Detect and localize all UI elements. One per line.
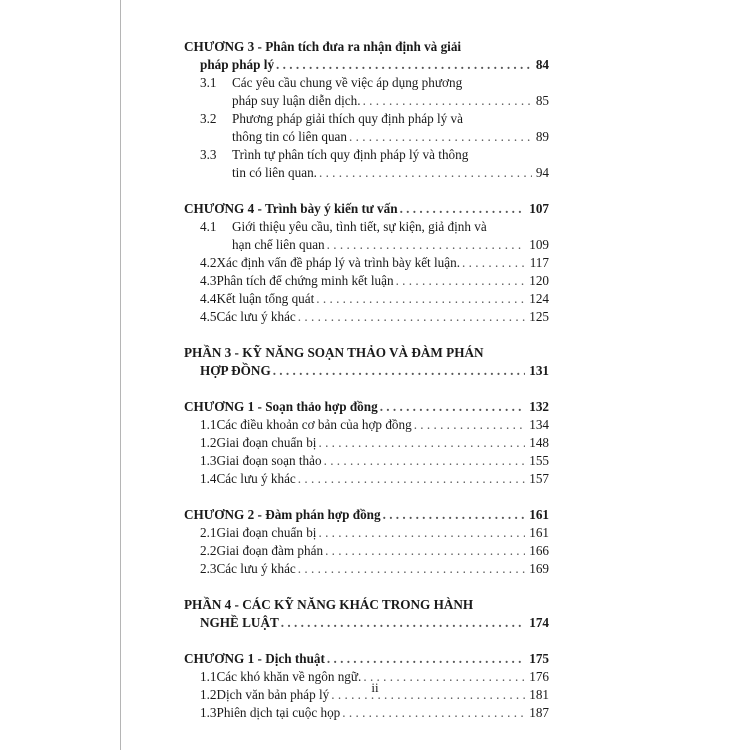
table-of-contents bbox=[184, 38, 549, 722]
toc-item-p4-1-3[interactable]: 1.3 Phiên dịch tại cuộc họp . . . 187 bbox=[184, 704, 549, 722]
toc-item-4-1: 4.1 Giới thiệu yêu cầu, tình tiết, sự kiện, giả định và bbox=[200, 219, 487, 234]
page-edge-line bbox=[120, 0, 121, 750]
leader-dots bbox=[298, 308, 525, 326]
toc-part-3-line1: PHẦN 3 - KỸ NĂNG SOẠN THẢO VÀ ĐÀM PHÁN bbox=[184, 345, 484, 360]
page-number: 89 bbox=[535, 129, 549, 144]
leader-dots bbox=[414, 416, 526, 434]
page-number: 161 bbox=[529, 507, 549, 522]
leader-dots bbox=[342, 704, 525, 722]
page-number: 120 bbox=[529, 273, 549, 288]
toc-item-4-3[interactable]: 4.3 Phân tích để chứng minh kết luận . . . 120 bbox=[184, 272, 549, 290]
leader-dots bbox=[380, 398, 526, 416]
page-number: 181 bbox=[529, 687, 549, 702]
leader-dots bbox=[327, 236, 526, 254]
leader-dots bbox=[319, 164, 532, 182]
page-number: 161 bbox=[529, 525, 549, 540]
toc-item-4-5[interactable]: 4.5 Các lưu ý khác . . . 125 bbox=[184, 308, 549, 326]
page-number: 117 bbox=[529, 255, 549, 270]
page-number: 174 bbox=[529, 615, 549, 630]
toc-item-p3-1-4[interactable]: 1.4 Các lưu ý khác . . . 157 bbox=[184, 470, 549, 488]
page-number: 85 bbox=[535, 93, 549, 108]
page-number: 175 bbox=[529, 651, 549, 666]
leader-dots bbox=[318, 524, 525, 542]
page-number: 132 bbox=[529, 399, 549, 414]
toc-item-3-2-cont[interactable]: thông tin có liên quan . . . 89 bbox=[184, 128, 549, 146]
leader-dots bbox=[276, 56, 532, 74]
page-number: 94 bbox=[535, 165, 549, 180]
page-number: 109 bbox=[529, 237, 549, 252]
toc-item-3-1-cont[interactable]: pháp suy luận diễn dịch. . . . 85 bbox=[184, 92, 549, 110]
page-number: 134 bbox=[529, 417, 549, 432]
toc-item-p3-2-3[interactable]: 2.3 Các lưu ý khác . . . 169 bbox=[184, 560, 549, 578]
toc-part-3-line2[interactable]: HỢP ĐỒNG . . . 131 bbox=[184, 362, 549, 380]
toc-chapter-3-line1: CHƯƠNG 3 - Phân tích đưa ra nhận định và giải bbox=[184, 39, 462, 54]
page-number: 187 bbox=[529, 705, 549, 720]
page-number: 125 bbox=[529, 309, 549, 324]
toc-part-4-line1: PHẦN 4 - CÁC KỸ NĂNG KHÁC TRONG HÀNH bbox=[184, 597, 474, 612]
toc-item-3-1: 3.1 Các yêu cầu chung về việc áp dụng phương bbox=[200, 75, 463, 90]
page-number: 169 bbox=[529, 561, 549, 576]
leader-dots bbox=[396, 272, 526, 290]
leader-dots bbox=[324, 452, 526, 470]
toc-item-4-4[interactable]: 4.4 Kết luận tổng quát . . . 124 bbox=[184, 290, 549, 308]
leader-dots bbox=[400, 200, 526, 218]
toc-item-p3-1-1[interactable]: 1.1 Các điều khoản cơ bản của hợp đồng . . . 134 bbox=[184, 416, 549, 434]
toc-item-4-1-cont[interactable]: hạn chế liên quan . . . 109 bbox=[184, 236, 549, 254]
toc-item-3-3-cont[interactable]: tin có liên quan. . . . 94 bbox=[184, 164, 549, 182]
leader-dots bbox=[316, 290, 525, 308]
toc-chapter-4[interactable]: CHƯƠNG 4 - Trình bày ý kiến tư vấn . . . 107 bbox=[184, 200, 549, 218]
page-footer-number: ii bbox=[371, 680, 379, 695]
leader-dots bbox=[383, 506, 526, 524]
page-number: 176 bbox=[529, 669, 549, 684]
leader-dots bbox=[281, 614, 525, 632]
toc-item-p3-1-2[interactable]: 1.2 Giai đoạn chuẩn bị . . . 148 bbox=[184, 434, 549, 452]
leader-dots bbox=[325, 542, 525, 560]
page-number: 157 bbox=[529, 471, 549, 486]
toc-item-p3-1-3[interactable]: 1.3 Giai đoạn soạn thảo . . . 155 bbox=[184, 452, 549, 470]
toc-item-p3-2-2[interactable]: 2.2 Giai đoạn đàm phán . . . 166 bbox=[184, 542, 549, 560]
leader-dots bbox=[327, 650, 525, 668]
toc-part3-chapter-1[interactable]: CHƯƠNG 1 - Soạn thảo hợp đồng . . . 132 bbox=[184, 398, 549, 416]
toc-item-3-3: 3.3 Trình tự phân tích quy định pháp lý và thông bbox=[200, 147, 469, 162]
leader-dots bbox=[273, 362, 526, 380]
toc-chapter-3-line2[interactable]: pháp pháp lý . . . 84 bbox=[184, 56, 549, 74]
page-number: 148 bbox=[529, 435, 549, 450]
toc-part3-chapter-2[interactable]: CHƯƠNG 2 - Đàm phán hợp đồng . . . 161 bbox=[184, 506, 549, 524]
toc-item-p4-1-2[interactable]: 1.2 Dịch văn bản pháp lý . . . 181 bbox=[184, 686, 549, 704]
page-number: 84 bbox=[535, 57, 549, 72]
toc-item-p4-1-1[interactable]: 1.1 Các khó khăn về ngôn ngữ. . . . 176 bbox=[184, 668, 549, 686]
page-number: 166 bbox=[529, 543, 549, 558]
leader-dots bbox=[318, 434, 525, 452]
page-number: 131 bbox=[529, 363, 549, 378]
toc-item-4-2[interactable]: 4.2 Xác định vấn đề pháp lý và trình bày kết luận. . . . 117 bbox=[184, 254, 549, 272]
page-number: 155 bbox=[529, 453, 549, 468]
toc-part-4-line2[interactable]: NGHỀ LUẬT . . . 174 bbox=[184, 614, 549, 632]
page-number: 107 bbox=[529, 201, 549, 216]
leader-dots bbox=[462, 254, 526, 272]
leader-dots bbox=[298, 470, 525, 488]
leader-dots bbox=[363, 92, 532, 110]
toc-part4-chapter-1[interactable]: CHƯƠNG 1 - Dịch thuật . . . 175 bbox=[184, 650, 549, 668]
page-number: 124 bbox=[529, 291, 549, 306]
leader-dots bbox=[298, 560, 525, 578]
toc-item-p3-2-1[interactable]: 2.1 Giai đoạn chuẩn bị . . . 161 bbox=[184, 524, 549, 542]
leader-dots bbox=[349, 128, 532, 146]
toc-item-3-2: 3.2 Phương pháp giải thích quy định pháp lý và bbox=[200, 111, 463, 126]
